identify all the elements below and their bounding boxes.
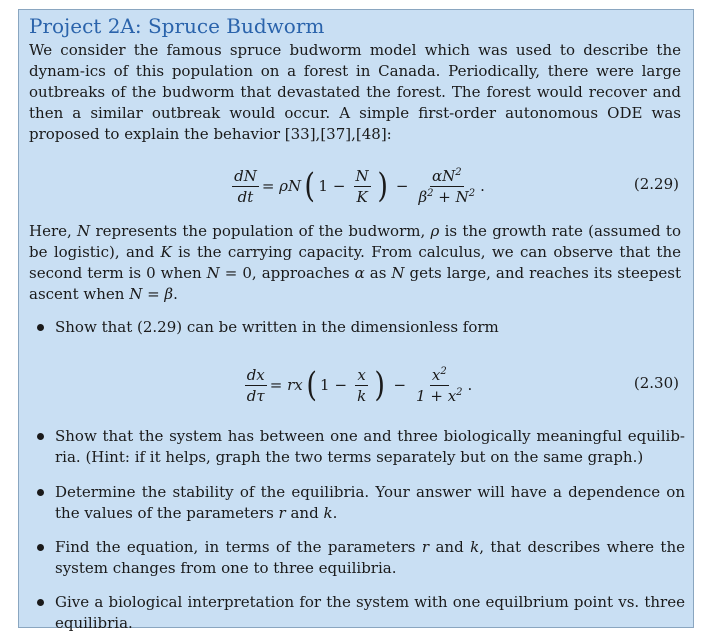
intro-paragraph: We consider the famous spruce budworm model which was used to describe the dynam-ics of this population on a forest in Canada. Periodically, there were large outbreaks of the budworm that devastated the forest. The forest would recover and then a similar outbreak would occur. A simple first-order autonomous ODE was proposed to explain the behavior [33],[37],[48]: bbox=[29, 41, 681, 143]
bullet-item: Determine the stability of the equilibria. Your answer will have a dependence on the values of the parameters r and k. bbox=[55, 483, 685, 522]
x-over-k-fraction: $\frac{x}{k}$ bbox=[357, 365, 367, 405]
equation-2-30: $\frac{dx}{d\tau}$ = rx ( 1 − $\frac{x}{k}$ ) − $\frac{x^2}{1 + x^2}$ . (2.30) bbox=[246, 365, 679, 405]
bullet-item: Give a biological interpretation for the system with one equilbrium point vs. three equilibria. bbox=[55, 593, 685, 632]
bullet-item: Show that the system has between one and three biologically meaningful equilib-ria. (Hint: if it helps, graph the two terms separately but on the same graph.) bbox=[55, 427, 685, 466]
equation-2-29: $\frac{dN}{dt}$ = ρN ( 1 − $\frac{N}{K}$ ) − $\frac{\alpha N^2}{\beta^2 + N^2}$ . (2.29) bbox=[234, 166, 679, 206]
project-title: Project 2A: Spruce Budworm bbox=[29, 14, 325, 38]
bullet-item: Find the equation, in terms of the parameters r and k, that describes where the system changes from one to three equilibria. bbox=[55, 538, 685, 577]
project-box bbox=[18, 9, 694, 632]
explanation-paragraph: Here, N represents the population of the budworm, ρ is the growth rate (assumed to be logistic), and K is the carrying capacity. From calculus, we can observe that the second term is 0 when N = 0, approaches α as N gets large, and reaches its steepest ascent when N = β. bbox=[29, 222, 681, 303]
rho-n-term: = ρN bbox=[261, 177, 302, 195]
n-over-k-fraction: $\frac{N}{K}$ bbox=[355, 166, 369, 206]
dn-dt-fraction: $\frac{dN}{dt}$ bbox=[234, 166, 257, 206]
alpha-term-fraction: $\frac{\alpha N^2}{\beta^2 + N^2}$ bbox=[418, 166, 476, 206]
equation-number: (2.30) bbox=[633, 374, 679, 392]
bullet-item: Show that (2.29) can be written in the dimensionless form bbox=[55, 317, 685, 338]
x2-fraction: $\frac{x^2}{1 + x^2}$ bbox=[416, 365, 463, 405]
dx-dtau-fraction: $\frac{dx}{d\tau}$ bbox=[246, 365, 265, 405]
equation-number: (2.29) bbox=[633, 175, 679, 193]
rx-term: = rx bbox=[269, 376, 303, 394]
